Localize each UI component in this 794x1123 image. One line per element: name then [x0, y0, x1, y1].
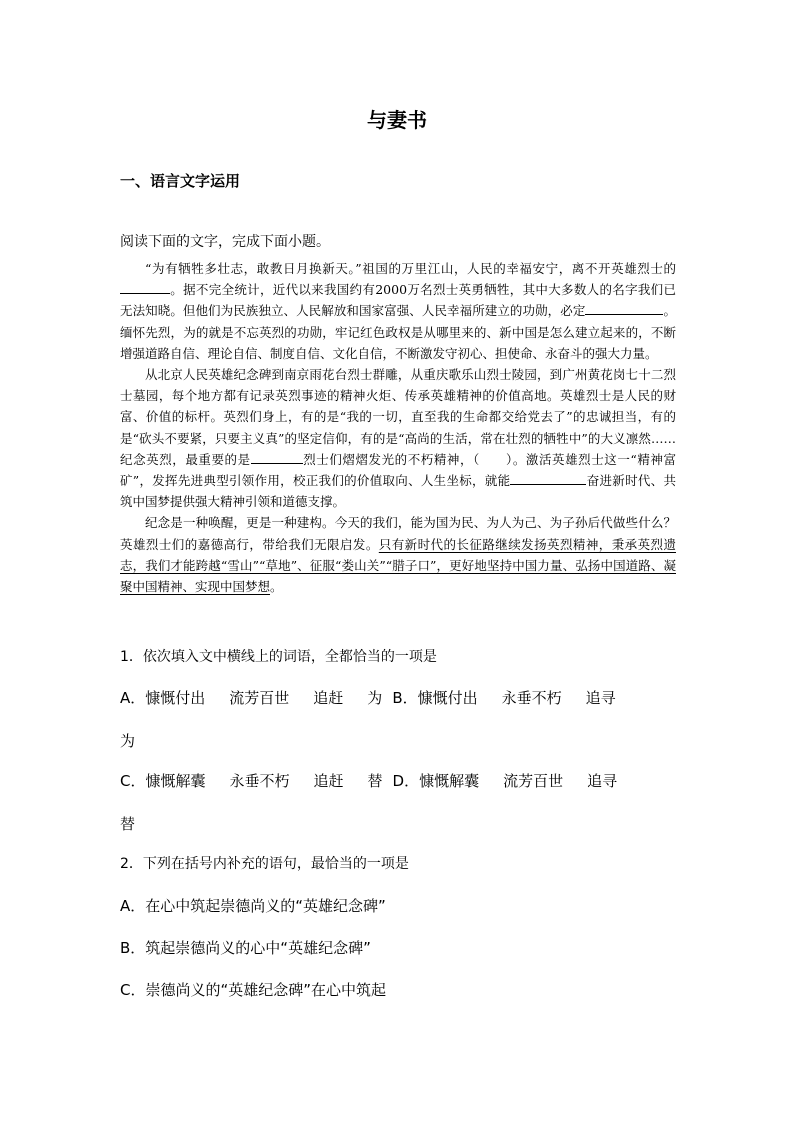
instruction-text: 阅读下面的文字，完成下面小题。	[120, 234, 330, 250]
passage-text: 。缅怀先烈，为的就是不忘英烈的功勋，牢记红色政权是从哪里来的、新中国是怎么建立起来的，不断增强道路自信、理论自信、制度自信、文化自信，不断激发守初心、担使命、永奋斗的强大力量。	[120, 303, 676, 361]
option-a-word-2: 流芳百世	[229, 689, 290, 707]
option-c-word-3: 追赶	[313, 772, 344, 790]
question-1-option-row	[120, 770, 617, 791]
option-d-word-2: 流芳百世	[503, 772, 564, 790]
option-b-word-4: 为	[120, 732, 136, 750]
reading-passage	[120, 258, 676, 597]
passage-text: “为有牺牲多壮志，敢教日月换新天。”祖国的万里江山，人民的幸福安宁，离不开英雄烈士的	[145, 261, 676, 276]
option-d-word-3: 追寻	[587, 772, 618, 790]
question-1-stem: 1．依次填入文中横线上的词语，全都恰当的一项是	[120, 649, 437, 665]
option-a: A．慷慨付出	[120, 689, 206, 707]
fill-blank-2	[585, 301, 663, 315]
option-b: B．慷慨付出	[392, 689, 478, 707]
question-2-stem: 2．下列在括号内补充的语句，最恰当的一项是	[120, 856, 409, 872]
option-a-word-3: 追赶	[313, 689, 344, 707]
page-title: 与妻书	[367, 108, 427, 132]
passage-text: 。	[270, 579, 283, 595]
option-c: C．慷慨解囊	[120, 772, 206, 790]
passage-text: 奋进新时代、共筑中国梦提供强大精神引领和道德支撑。	[120, 473, 676, 510]
passage-paragraph-1	[120, 258, 676, 364]
option-b-word-3: 追寻	[585, 689, 616, 707]
option-d: D．慷慨解囊	[392, 772, 480, 790]
fill-blank-4	[510, 471, 586, 485]
passage-text: 烈士们熠熠发光的不朽精神，（ ）。激活英雄烈士这一“精神富矿”，发挥先进典型引领作用，校正我们的价值取向、人生坐标，就能	[120, 451, 676, 489]
passage-text: 从北京人民英雄纪念碑到南京雨花台烈士群雕，从重庆歌乐山烈士陵园，到广州黄花岗七十二烈士墓园，每个地方都有记录英烈事迹的精神火炬、传承英雄精神的价值高地。英雄烈士是人民的财富、价值的标杆。英烈们身上，有的是“我的一切，直至我的生命都交给党去了”的忠诚担当，有的是“砍头不要紧，只要主义真”的坚定信仰，有的是“高尚的生活，常在壮烈的牺牲中”的大义凛然……纪念英烈，最重要的是	[120, 367, 676, 467]
question-2-option-c: C．崇德尚义的“英雄纪念碑”在心中筑起	[120, 981, 387, 999]
passage-text: 。据不完全统计，近代以来我国约有2000万名烈士英勇牺牲，其中大多数人的名字我们已无法知晓。但他们为民族独立、人民解放和国家富强、人民幸福所建立的功勋，必定	[120, 282, 676, 319]
section-heading: 一、语言文字运用	[120, 172, 241, 190]
underlined-sentence: 只有新时代的长征路继续发扬英烈精神，秉承英烈遗志，我们才能跨越“雪山”“草地”、征服“娄山关”“腊子口”，更好地坚持中国力量、弘扬中国道路、凝聚中国精神、实现中国梦想	[120, 536, 676, 595]
option-a-word-4: 为	[367, 689, 383, 707]
fill-blank-3	[251, 450, 303, 464]
question-2-option-a: A．在心中筑起崇德尚义的“英雄纪念碑”	[120, 897, 386, 915]
option-c-word-4: 替	[367, 772, 383, 790]
option-d-word-4: 替	[120, 815, 136, 833]
option-b-word-2: 永垂不朽	[501, 689, 562, 707]
question-2-option-b: B．筑起崇德尚义的心中“英雄纪念碑”	[120, 939, 371, 957]
option-c-word-2: 永垂不朽	[229, 772, 290, 790]
question-1-option-row	[120, 687, 616, 708]
passage-paragraph-2	[120, 364, 676, 512]
fill-blank-1	[120, 280, 170, 294]
passage-paragraph-3	[120, 512, 676, 597]
passage-text: 纪念是一种唤醒，更是一种建构。今天的我们，能为国为民、为人为己、为子孙后代做些什么？英雄烈士们的嘉德高行，带给我们无限启发。	[120, 515, 676, 552]
